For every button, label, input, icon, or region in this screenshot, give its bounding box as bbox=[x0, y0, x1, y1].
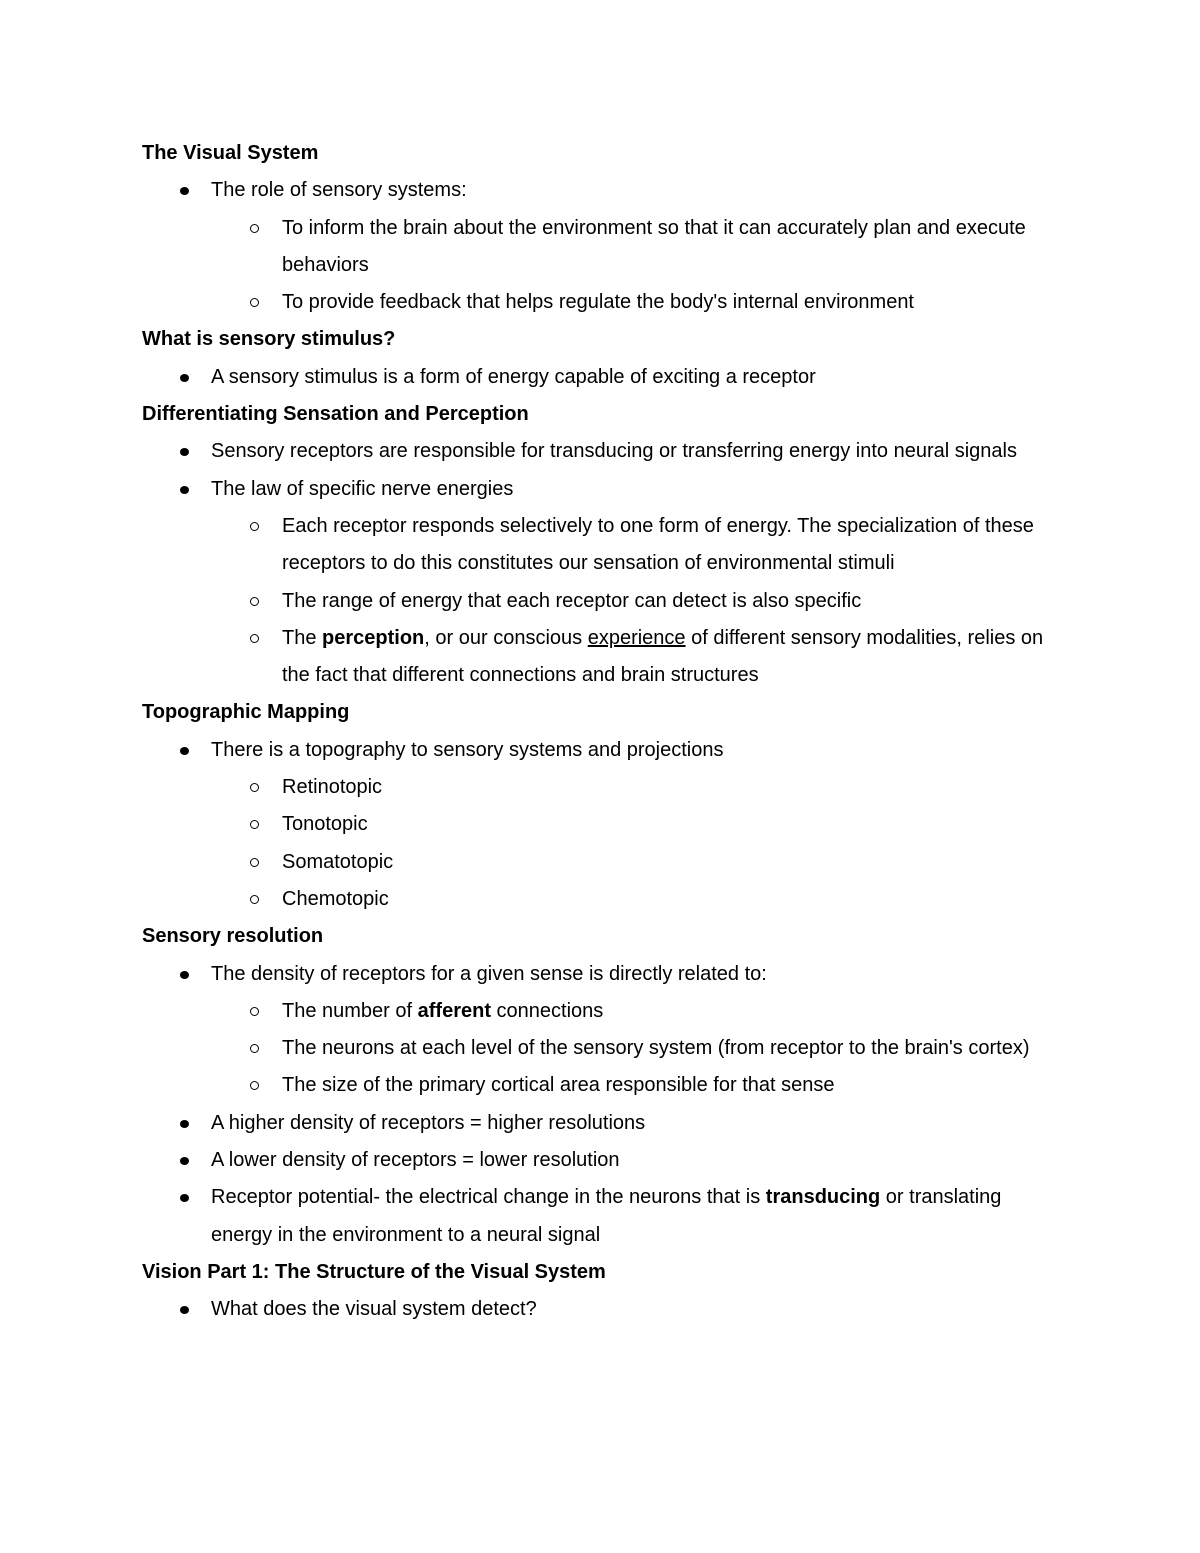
section-heading: What is sensory stimulus? bbox=[142, 328, 396, 351]
list-item bbox=[142, 471, 1050, 508]
bullet-list bbox=[142, 359, 1050, 396]
bullet-dot-icon bbox=[180, 374, 189, 382]
bullet-dot-icon bbox=[180, 971, 189, 979]
sub-list-item bbox=[142, 769, 1050, 806]
bullet-dot-icon bbox=[180, 1157, 189, 1165]
list-item bbox=[142, 1142, 1050, 1179]
text-run: or translating energy in the environment to a neural signal bbox=[211, 1186, 1002, 1246]
text-run: Receptor potential- the electrical change in the neurons that is bbox=[211, 1186, 766, 1209]
bullet-dot-icon bbox=[180, 747, 189, 755]
bold-term: transducing bbox=[765, 1186, 881, 1209]
list-item-text: To provide feedback that helps regulate the body's internal environment bbox=[282, 291, 914, 314]
bullet-list bbox=[142, 433, 1050, 694]
list-item-text: Chemotopic bbox=[282, 887, 389, 910]
bullet-list bbox=[142, 956, 1050, 1254]
bullet-circle-icon bbox=[250, 597, 259, 606]
bullet-list bbox=[142, 732, 1050, 918]
text-run: The bbox=[282, 626, 323, 649]
list-item-text: The density of receptors for a given sense is directly related to: bbox=[211, 962, 767, 985]
section-heading: The Visual System bbox=[142, 142, 319, 164]
list-item-text: Each receptor responds selectively to one form of energy. The specialization of these receptors to do this constitutes our sensation of environmental stimuli bbox=[282, 514, 1034, 575]
list-item-text: A sensory stimulus is a form of energy capable of exciting a receptor bbox=[211, 365, 816, 388]
list-item-text: A lower density of receptors = lower resolution bbox=[211, 1149, 620, 1172]
list-item-text: To inform the brain about the environment so that it can accurately plan and execute behaviors bbox=[282, 216, 1026, 276]
sub-list-item bbox=[142, 1067, 1050, 1104]
list-item-text: Tonotopic bbox=[282, 813, 368, 836]
sub-list-item bbox=[142, 508, 1050, 583]
sub-list-item bbox=[142, 993, 1050, 1030]
sub-list-item bbox=[142, 583, 1050, 620]
bullet-dot-icon bbox=[180, 486, 189, 494]
list-item bbox=[142, 1291, 1050, 1328]
bullet-circle-icon bbox=[250, 1007, 259, 1016]
text-run: connections bbox=[490, 999, 604, 1022]
bullet-circle-icon bbox=[250, 224, 259, 233]
bullet-dot-icon bbox=[180, 1306, 189, 1314]
list-item bbox=[142, 172, 1050, 209]
bullet-dot-icon bbox=[180, 1194, 189, 1202]
section-heading: Sensory resolution bbox=[142, 925, 324, 948]
bullet-dot-icon bbox=[180, 448, 189, 456]
list-item bbox=[142, 1179, 1050, 1254]
list-item-text: What does the visual system detect? bbox=[211, 1298, 537, 1321]
sub-list-item bbox=[142, 620, 1050, 695]
bullet-dot-icon bbox=[180, 187, 189, 195]
bullet-circle-icon bbox=[250, 634, 259, 643]
list-item-text: The law of specific nerve energies bbox=[211, 477, 514, 500]
text-run: of different sensory modalities, relies on the fact that different connections and brain structures bbox=[282, 626, 1044, 687]
list-item bbox=[142, 732, 1050, 769]
list-item-text: There is a topography to sensory systems and projections bbox=[211, 738, 724, 761]
bullet-circle-icon bbox=[250, 1044, 259, 1053]
list-item-text: The size of the primary cortical area responsible for that sense bbox=[282, 1074, 835, 1097]
underlined-term: experience bbox=[587, 626, 686, 649]
sub-list-item bbox=[142, 806, 1050, 843]
bold-term: perception bbox=[322, 626, 425, 649]
list-item-text: A higher density of receptors = higher resolutions bbox=[211, 1111, 646, 1134]
sub-list-item bbox=[142, 844, 1050, 881]
bold-term: afferent bbox=[417, 999, 491, 1022]
sub-list-item bbox=[142, 1030, 1050, 1067]
bullet-list bbox=[142, 1291, 1050, 1328]
section-heading: Vision Part 1: The Structure of the Visual System bbox=[142, 1260, 606, 1283]
list-item-text: Retinotopic bbox=[282, 776, 383, 799]
text-run: The number of bbox=[282, 999, 418, 1022]
sub-list-item bbox=[142, 284, 1050, 321]
list-item-text: The role of sensory systems: bbox=[211, 179, 467, 202]
bullet-dot-icon bbox=[180, 1120, 189, 1128]
bullet-circle-icon bbox=[250, 858, 259, 867]
sub-list-item bbox=[142, 210, 1050, 285]
bullet-circle-icon bbox=[250, 895, 259, 904]
list-item bbox=[142, 433, 1050, 470]
list-item-text: Somatotopic bbox=[282, 850, 394, 873]
list-item bbox=[142, 1105, 1050, 1142]
bullet-circle-icon bbox=[250, 820, 259, 829]
list-item bbox=[142, 956, 1050, 993]
text-run: , or our conscious bbox=[424, 626, 588, 649]
sub-list-item bbox=[142, 881, 1050, 918]
section-heading: Differentiating Sensation and Perception bbox=[142, 403, 529, 426]
list-item-text: The range of energy that each receptor can detect is also specific bbox=[282, 589, 862, 612]
list-item-text: Sensory receptors are responsible for transducing or transferring energy into neural signals bbox=[211, 440, 1017, 463]
bullet-circle-icon bbox=[250, 1081, 259, 1090]
bullet-circle-icon bbox=[250, 522, 259, 531]
bullet-circle-icon bbox=[250, 298, 259, 307]
bullet-circle-icon bbox=[250, 783, 259, 792]
section-heading: Topographic Mapping bbox=[142, 701, 350, 724]
list-item-text: The neurons at each level of the sensory system (from receptor to the brain's cortex) bbox=[282, 1037, 1030, 1060]
list-item bbox=[142, 359, 1050, 396]
bullet-list bbox=[142, 172, 1050, 321]
